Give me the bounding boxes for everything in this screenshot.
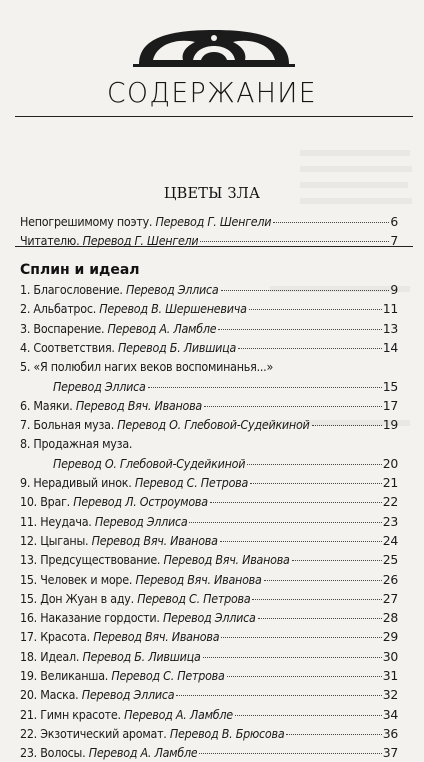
entry-text	[20, 512, 187, 531]
entry-text	[20, 685, 174, 704]
page-number: 30	[382, 649, 398, 664]
toc-entry	[20, 647, 398, 666]
toc-entry	[20, 685, 398, 704]
entry-text	[20, 473, 248, 492]
page-number: 25	[382, 552, 398, 567]
title-rule	[15, 116, 413, 117]
subsection-title: Сплин и идеал	[20, 262, 140, 278]
entry-text	[20, 280, 219, 299]
entry-text	[20, 396, 202, 415]
section-rule	[15, 246, 413, 247]
poem-title: 16. Наказание гордости.	[20, 610, 163, 625]
toc-entry	[20, 299, 398, 318]
toc-entry	[20, 415, 398, 434]
dot-leader	[221, 290, 390, 291]
poem-title: 5. «Я полюбил нагих веков воспоминанья...»	[20, 359, 274, 374]
translator: Перевод Вяч. Иванова	[135, 572, 262, 587]
poem-title: 1. Благословение.	[20, 282, 126, 297]
poem-title: 9. Нерадивый инок.	[20, 475, 135, 490]
translator: Перевод Л. Остроумова	[73, 494, 208, 509]
page-number: 23	[382, 514, 398, 529]
toc-entry	[20, 724, 398, 743]
toc-entry	[20, 338, 398, 357]
ornament-icon	[133, 26, 295, 70]
page-number: 19	[382, 417, 398, 432]
page-title: СОДЕРЖАНИЕ	[106, 76, 318, 109]
dot-leader	[235, 715, 382, 716]
translator: Перевод Б. Лившица	[117, 340, 237, 355]
entry-text	[20, 743, 197, 762]
entry-text	[20, 550, 290, 569]
page-number: 21	[382, 475, 398, 490]
page-number: 37	[382, 745, 398, 760]
dot-leader	[286, 734, 381, 735]
dot-leader	[249, 309, 382, 310]
page-number: 14	[382, 340, 398, 355]
translator: Перевод С. Петрова	[137, 591, 251, 606]
translator: Перевод В. Шершеневича	[99, 301, 247, 316]
dot-leader	[200, 241, 389, 242]
entry-text	[20, 724, 284, 743]
dot-leader	[220, 541, 382, 542]
toc-entry	[20, 492, 398, 511]
translator: Перевод Эллиса	[94, 514, 188, 529]
entry-text	[20, 434, 132, 453]
translator: Перевод А. Ламбле	[124, 707, 233, 722]
page-number: 34	[382, 707, 398, 722]
translator: Перевод Б. Лившица	[82, 649, 201, 664]
dot-leader	[210, 502, 382, 503]
page-number: 15	[382, 379, 398, 394]
dot-leader	[176, 695, 381, 696]
poem-title: 18. Идеал.	[20, 649, 83, 664]
poem-title: 13. Предсуществование.	[20, 552, 164, 567]
toc-entry	[20, 231, 398, 250]
toc-entry	[20, 531, 398, 550]
dot-leader	[203, 657, 382, 658]
entry-text	[20, 338, 236, 357]
dot-leader	[273, 222, 389, 223]
dot-leader	[199, 753, 381, 754]
toc-entry	[20, 280, 398, 299]
poem-title: 19. Великанша.	[20, 668, 112, 683]
dot-leader	[238, 348, 382, 349]
poem-title: Читателю.	[20, 233, 83, 248]
translator: Перевод Вяч. Иванова	[93, 629, 220, 644]
entry-text	[20, 705, 233, 724]
translator: Перевод В. Брюсова	[169, 726, 285, 741]
poem-title: 8. Продажная муза.	[20, 436, 133, 451]
entry-text	[20, 627, 219, 646]
page-number: 36	[382, 726, 398, 741]
page-number: 29	[382, 629, 398, 644]
poem-title: 10. Враг.	[20, 494, 74, 509]
translator: Перевод Вяч. Иванова	[75, 398, 202, 413]
poem-title: 21. Гимн красоте.	[20, 707, 125, 722]
entry-text	[20, 492, 208, 511]
poem-title: Непогрешимому поэту.	[20, 214, 156, 229]
toc-entry	[20, 550, 398, 569]
dot-leader	[247, 464, 381, 465]
poem-title: 20. Маска.	[20, 687, 82, 702]
dot-leader	[189, 522, 381, 523]
entry-text	[20, 608, 256, 627]
toc-entry	[20, 570, 398, 589]
toc-entry	[20, 434, 398, 453]
page-number: 17	[382, 398, 398, 413]
entry-text	[20, 231, 198, 250]
translator: Перевод А. Ламбле	[88, 745, 198, 760]
entry-text	[20, 531, 218, 550]
dot-leader	[204, 406, 382, 407]
dot-leader	[221, 637, 381, 638]
dot-leader	[292, 560, 382, 561]
page-number: 22	[382, 494, 398, 509]
toc-entry	[20, 589, 398, 608]
translator: Перевод Вяч. Иванова	[91, 533, 218, 548]
entry-text	[53, 377, 146, 396]
entry-text	[20, 299, 247, 318]
toc-entry	[20, 357, 398, 376]
page-number: 11	[382, 301, 398, 316]
translator: Перевод Эллиса	[53, 379, 146, 394]
poem-title: 11. Неудача.	[20, 514, 95, 529]
page-number: 7	[390, 233, 398, 248]
entry-text	[53, 454, 245, 473]
toc-entry	[20, 212, 398, 231]
page-number: 24	[382, 533, 398, 548]
page-number: 26	[382, 572, 398, 587]
translator: Перевод Эллиса	[162, 610, 256, 625]
dot-leader	[227, 676, 382, 677]
poem-title: 4. Соответствия.	[20, 340, 118, 355]
entry-text	[20, 647, 201, 666]
dot-leader	[250, 483, 382, 484]
translator: Перевод А. Ламбле	[107, 321, 217, 336]
entry-text	[20, 589, 250, 608]
translator: Перевод Эллиса	[125, 282, 219, 297]
dot-leader	[258, 618, 382, 619]
dot-leader	[218, 329, 381, 330]
toc-entry	[20, 743, 398, 762]
page-number: 13	[382, 321, 398, 336]
dot-leader	[264, 580, 382, 581]
page-number: 31	[382, 668, 398, 683]
entry-text	[20, 666, 225, 685]
translator: Перевод Г. Шенгели	[82, 233, 199, 248]
translator: Перевод Вяч. Иванова	[163, 552, 290, 567]
page-number: 28	[382, 610, 398, 625]
poem-title: 23. Волосы.	[20, 745, 89, 760]
toc-entry	[53, 377, 398, 396]
toc-entry	[20, 666, 398, 685]
toc-entry	[20, 473, 398, 492]
page-number: 6	[390, 214, 398, 229]
page-number: 32	[382, 687, 398, 702]
dot-leader	[252, 599, 381, 600]
poem-title: 17. Красота.	[20, 629, 94, 644]
poem-title: 22. Экзотический аромат.	[20, 726, 170, 741]
dot-leader	[148, 387, 382, 388]
translator: Перевод О. Глебовой-Судейкиной	[117, 417, 310, 432]
toc-entry	[20, 608, 398, 627]
toc-entry	[20, 396, 398, 415]
poem-title: 2. Альбатрос.	[20, 301, 100, 316]
toc-entry	[53, 454, 398, 473]
entry-text	[20, 357, 273, 376]
entry-text	[20, 212, 271, 231]
poem-title: 15. Дон Жуан в аду.	[20, 591, 138, 606]
poem-title: 6. Маяки.	[20, 398, 76, 413]
translator: Перевод Г. Шенгели	[155, 214, 272, 229]
section-title: ЦВЕТЫ ЗЛА	[163, 186, 261, 202]
page-number: 9	[390, 282, 398, 297]
entry-text	[20, 570, 262, 589]
toc-entry	[20, 627, 398, 646]
entry-text	[20, 415, 310, 434]
toc-entry	[20, 512, 398, 531]
poem-title: 12. Цыганы.	[20, 533, 92, 548]
translator: Перевод С. Петрова	[111, 668, 225, 683]
page-number: 27	[382, 591, 398, 606]
toc-entry	[20, 319, 398, 338]
dot-leader	[312, 425, 382, 426]
toc-entry	[20, 705, 398, 724]
translator: Перевод О. Глебовой-Судейкиной	[53, 456, 246, 471]
entry-text	[20, 319, 216, 338]
page-number: 20	[382, 456, 398, 471]
poem-title: 15. Человек и море.	[20, 572, 136, 587]
poem-title: 7. Больная муза.	[20, 417, 118, 432]
poem-title: 3. Воспарение.	[20, 321, 108, 336]
translator: Перевод Эллиса	[81, 687, 175, 702]
translator: Перевод С. Петрова	[134, 475, 249, 490]
